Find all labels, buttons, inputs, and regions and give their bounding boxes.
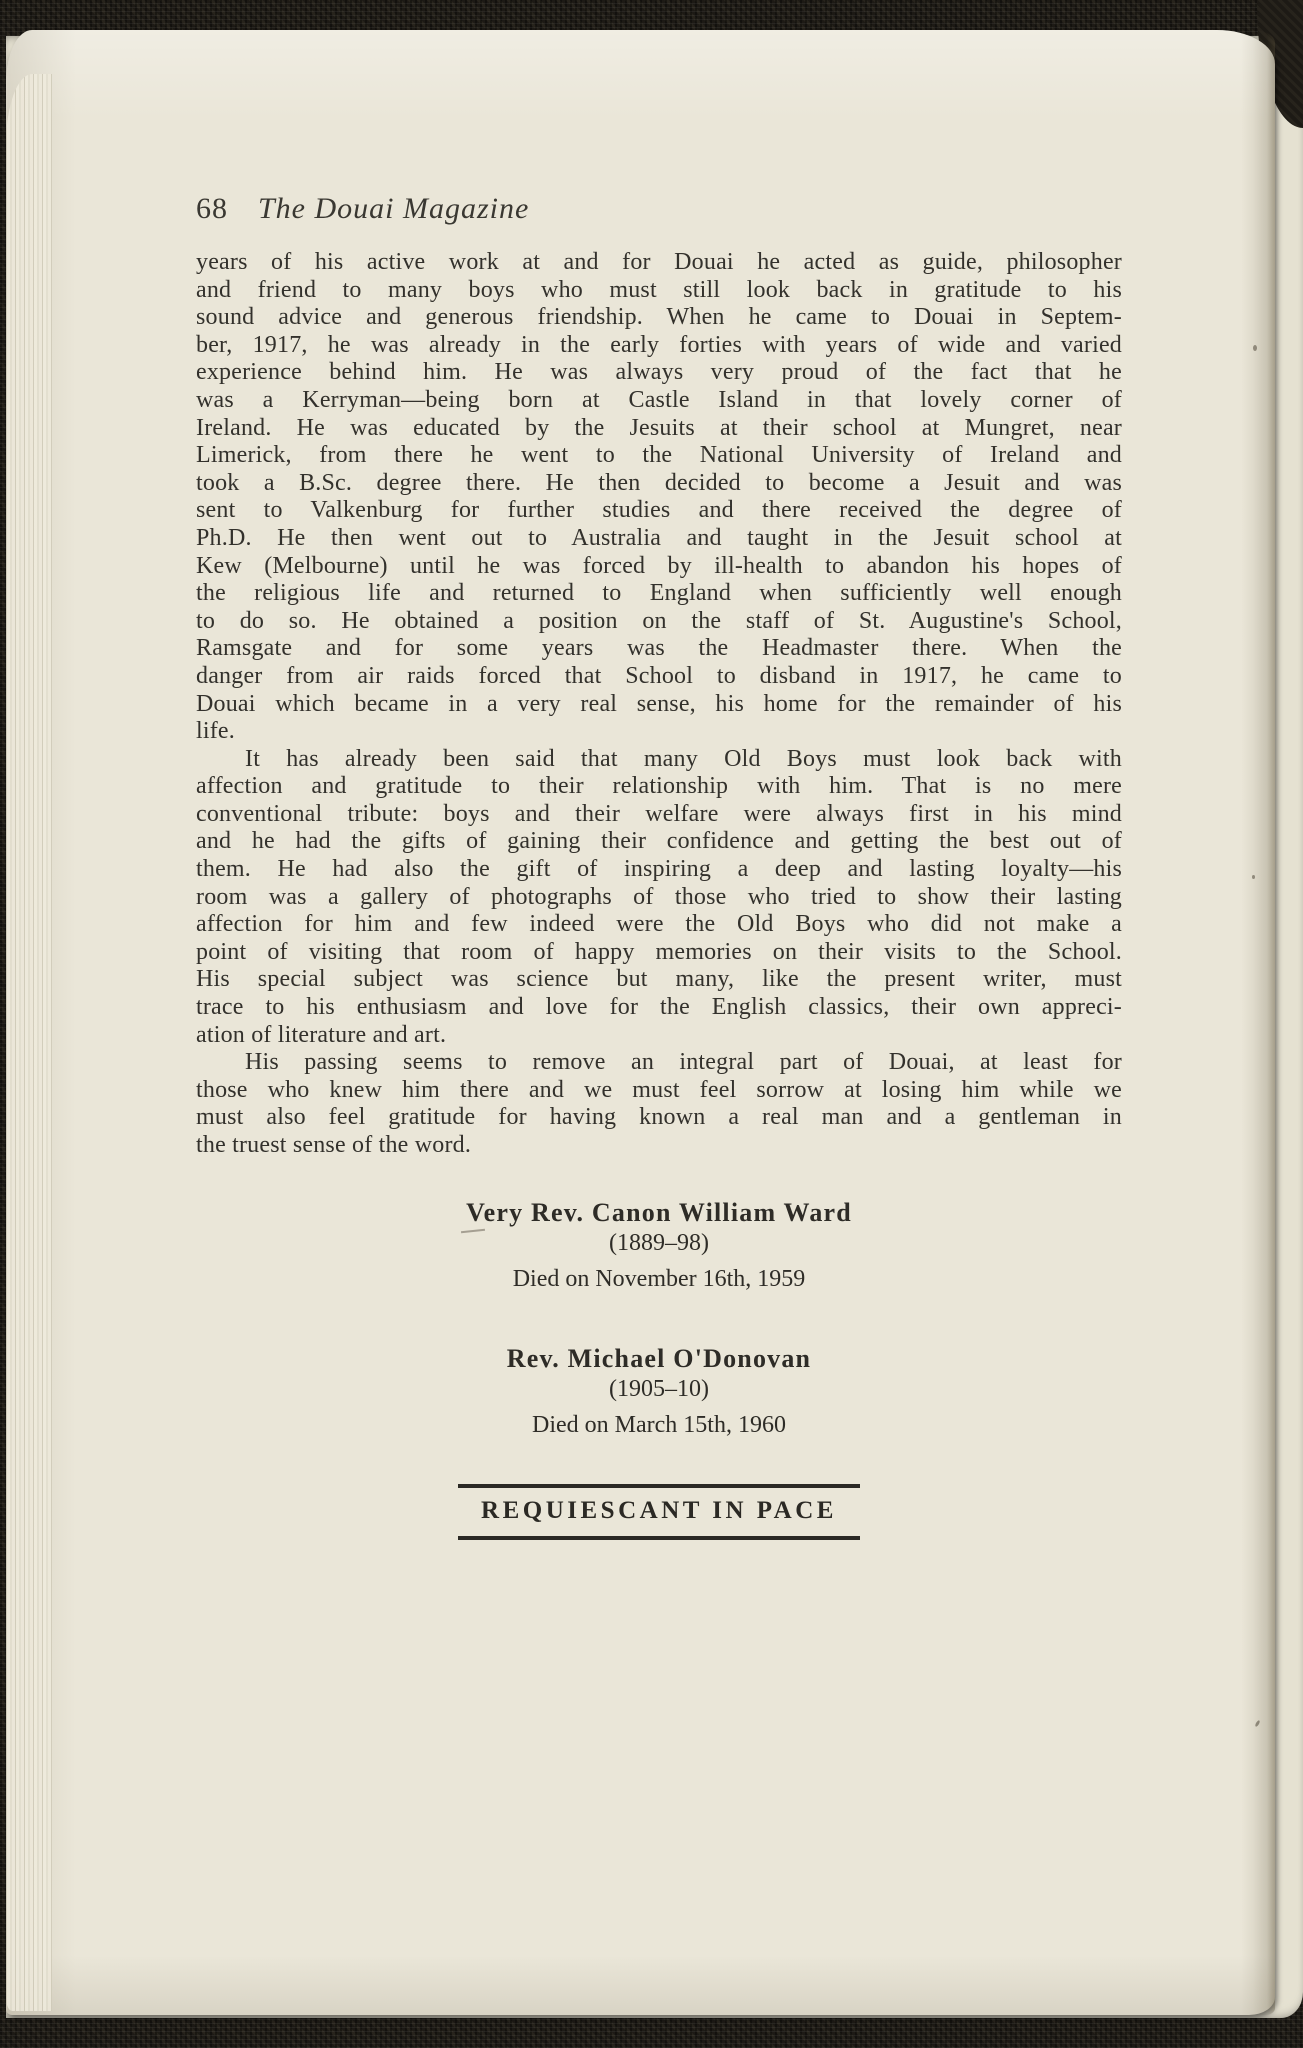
text-line: ber, 1917, he was already in the early forties with years of wide and varied [196, 331, 1122, 358]
obituary-paragraph [196, 249, 1122, 746]
text-line: Douai which became in a very real sense, his home for the remainder of his [196, 690, 1122, 717]
text-line: It has already been said that many Old Boys must look back with [245, 745, 1122, 772]
text-line: His passing seems to remove an integral part of Douai, at least for [245, 1049, 1122, 1076]
memorial-name: Very Rev. Canon William Ward [466, 1197, 852, 1227]
text-line: Ph.D. He then went out to Australia and taught in the Jesuit school at [196, 524, 1122, 551]
obituary-paragraph [196, 1049, 1122, 1159]
text-line: was a Kerryman—being born at Castle Island in that lovely corner of [196, 386, 1122, 413]
text-line: point of visiting that room of happy memories on their visits to the School. [196, 938, 1122, 965]
text-line: and friend to many boys who must still look back in gratitude to his [196, 276, 1122, 303]
text-line: danger from air raids forced that School to disband in 1917, he came to [196, 662, 1122, 689]
text-line: them. He had also the gift of inspiring a deep and lasting loyalty—his [196, 856, 1122, 883]
text-line: Ramsgate and for some years was the Headmaster there. When the [196, 635, 1122, 662]
memorial-notices [196, 1198, 1122, 1540]
text-line: took a B.Sc. degree there. He then decided to become a Jesuit and was [196, 469, 1122, 496]
page-number: 68 [196, 192, 228, 225]
text-line: conventional tribute: boys and their welfare were always first in his mind [196, 800, 1122, 827]
text-line: affection and gratitude to their relationship with him. That is no mere [196, 773, 1122, 800]
page-content [196, 190, 1122, 1540]
text-line: His special subject was science but many, like the present writer, must [196, 966, 1122, 993]
page-edge-stack [6, 74, 52, 2011]
memorial-years: (1905–10) [609, 1375, 709, 1402]
text-line: Limerick, from there he went to the National University of Ireland and [196, 442, 1122, 469]
text-line: room was a gallery of photographs of those who tried to show their lasting [196, 883, 1122, 910]
requiescant-banner: REQUIESCANT IN PACE [458, 1484, 860, 1540]
memorial-died-date: Died on November 16th, 1959 [512, 1265, 806, 1292]
scanned-page [6, 30, 1275, 2015]
memorial-entry [196, 1198, 1122, 1294]
text-line: those who knew him there and we must feel sorrow at losing him while we [196, 1076, 1122, 1103]
text-line: trace to his enthusiasm and love for the English classics, their own appreci- [196, 994, 1122, 1021]
text-line: years of his active work at and for Douai he acted as guide, philosopher [196, 249, 1122, 275]
text-line: the religious life and returned to England when sufficiently well enough [196, 580, 1122, 607]
text-line: Ireland. He was educated by the Jesuits at their school at Mungret, near [196, 414, 1122, 441]
text-line: affection for him and few indeed were the Old Boys who did not make a [196, 911, 1122, 938]
text-line: experience behind him. He was always very proud of the fact that he [196, 359, 1122, 386]
obituary-paragraph [196, 746, 1122, 1050]
running-head [196, 190, 1122, 228]
memorial-name: Rev. Michael O'Donovan [506, 1343, 812, 1373]
text-line: ation of literature and art. [196, 1021, 447, 1048]
text-line: the truest sense of the word. [196, 1132, 472, 1158]
text-line: sound advice and generous friendship. When he came to Douai in Septem- [196, 304, 1122, 331]
text-line: and he had the gifts of gaining their confidence and getting the best out of [196, 828, 1122, 855]
text-line: sent to Valkenburg for further studies and there received the degree of [196, 497, 1122, 524]
text-line: life. [196, 718, 235, 745]
memorial-died-date: Died on March 15th, 1960 [532, 1411, 786, 1438]
obituary-text [196, 249, 1122, 1160]
scan-speck [1253, 345, 1257, 351]
magazine-title: The Douai Magazine [258, 192, 530, 225]
memorial-years: (1889–98) [609, 1229, 709, 1256]
text-line: to do so. He obtained a position on the staff of St. Augustine's School, [196, 607, 1122, 634]
page-fold-shadow [1253, 30, 1275, 2015]
scan-speck [1252, 875, 1255, 879]
text-line: must also feel gratitude for having known a real man and a gentleman in [196, 1104, 1122, 1131]
memorial-entry [196, 1344, 1122, 1440]
text-line: Kew (Melbourne) until he was forced by ill-health to abandon his hopes of [196, 552, 1122, 579]
